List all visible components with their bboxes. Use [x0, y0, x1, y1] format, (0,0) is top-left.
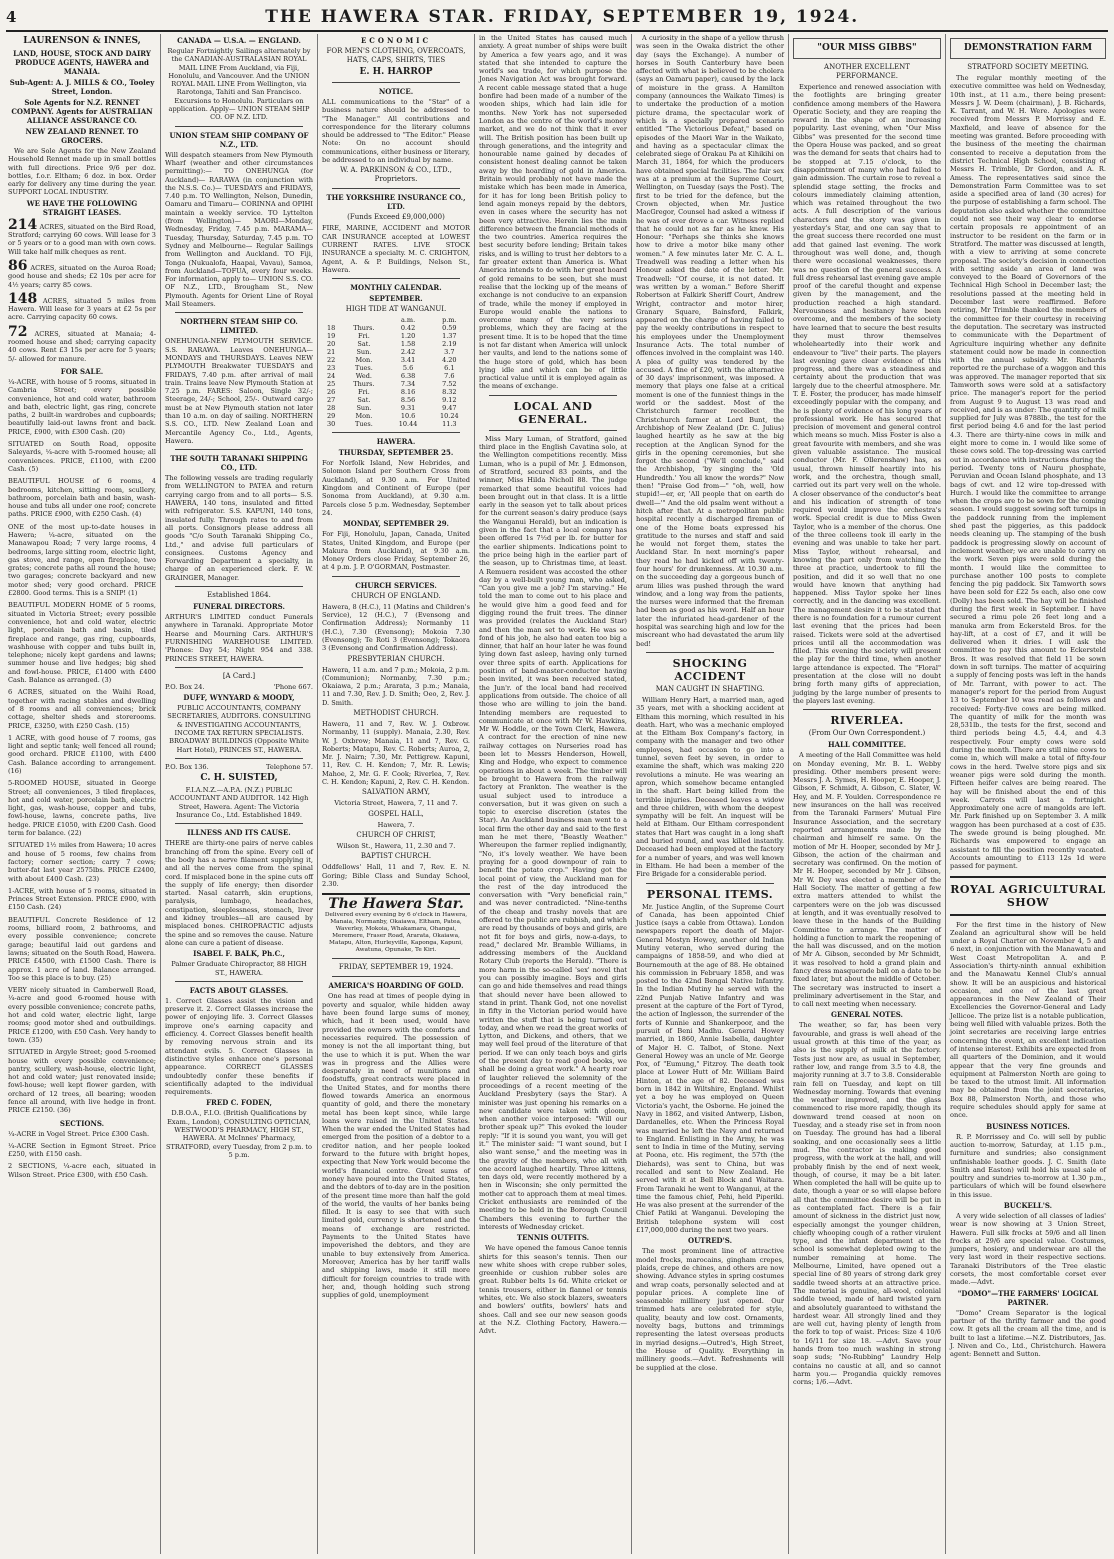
tide-cell: Mon.: [355, 412, 373, 421]
tide-cell: 9.31: [400, 404, 416, 413]
divider: [332, 432, 460, 433]
tide-cell: 20: [327, 340, 336, 349]
tide-col-head: a.m.: [400, 316, 416, 325]
editorial-heading: AMERICA'S HOARDING OF GOLD.: [328, 981, 464, 991]
church-methodist-body: Hawera, 11 and 7, Rev. W. J. Oxbrow. Normanby, 11 (supply). Manaia, 2.30, Rev. W. J. Oxbrow; Manaia, 11 and 7, Rev. G. Roberts; Matapu, Rev. C. Roberts; Auroa, 2, Mr. J. Nairn; 7.30, Mr. Pettigrew. Kapuni, 11, Rev. C. H. Kendon; 7, Mr. R. Lewis; Mahoe, 2, Mr. G. F. Cook; Riverlea, 7, Rev. C. H. Kendon; Kapuni, 2, Rev. C. H. Kendon.: [322, 719, 470, 787]
church-baptist-body: Oddfellows' Hall, 11 and 7, Rev. E. N. Goring; Bible Class and Sunday School, 2.30.: [322, 863, 470, 888]
taranaki-body: The following vessels are trading regularly from WELLINGTON to PATEA and return carrying cargo from and to all ports— S.S. HAWERA, 140 tons, insulated and fitted with refrigerator. S.S. KAPUNI, 140 tons, insulated fully. Through rates to and from all ports. Consignors please address all goods "C/o South Taranaki Shipping Co., Ltd.," and advise full particulars of consignees. Customs Agency and Forwarding Department a specialty, in charge of an experienced clerk. F. W. GRAINGER, Manager.: [165, 474, 313, 582]
tide-cell: 8.32: [442, 388, 457, 397]
tide-cell: 23: [327, 364, 336, 373]
sale-6: 6 ACRES, situated on the Waihi Road, together with racing stables and dwelling of 8 rooms and all conveniences; brick cottage, shelter sheds and storerooms. PRICE, £3250, with £250 Cash. (15): [8, 688, 156, 730]
editorial-body: One has read at times of people dying in poverty and squalor, while hidden away have been found large sums of money, which, had it been used, would have provided the owners with the comforts and necessaries required. The possession of money is not the all important thing, but the use to which it is put. When the war was in progress and the Allies were desperately in need of munitions and foodstuffs, great contracts were placed in the United States, and for months there flowed towards America an enormous quantity of gold, and there the monetary metal has been kept since, while large loans were raised in the United States. When the war ended the United States had emerged from the position of a debtor to a creditor nation, and her people looked forward to the future with bright hopes, expecting that New York would become the world's financial centre. Great sums of money have poured into the United States, and the debtors of to-day are in the position of the present time more than half the gold of the world, the vaults of her banks being filled. It is easy to see that with such limited gold, currency is shortened and the means of exchange are restricted. Payments to the United States have impoverished the debtors, and they are unable to buy extensively from America. Moreover, America has by her tariff walls and shipping laws, made it still more difficult for foreign countries to trade with her, and, though holding such strong supplies of gold, unemployment: [322, 992, 470, 1300]
tide-cell: 7.52: [442, 380, 457, 389]
lease-86-text: ACRES, situated on the Auroa Road; good house and sheds; £2 10s per acre for 4½ years; carry 85 cows.: [8, 263, 156, 289]
tide-cell: 9.12: [442, 396, 457, 405]
tide-cell: Fri.: [358, 388, 370, 397]
tide-col-head: p.m.: [442, 316, 457, 325]
firm-tag: LAND, HOUSE, STOCK AND DAIRY PRODUCE AGENTS, HAWERA and MANAIA.: [13, 49, 151, 76]
tide-cell: Thurs.: [353, 380, 375, 389]
buckell-body: A very wide selection of all classes of ladies' wear is now showing at 3 Union Street, Hawera. Full silk frocks at 59/6 and all linen frocks at 29/6 are special value. Costumes, jumpers, hosiery, and underwear are all the very last word in their respective sections. Taranaki Distributors of the Tree elastic corsets, the most comfortable corset ever made.—Advt.: [950, 1212, 1106, 1287]
sale-11: BEAUTIFUL Concrete Residence of 12 rooms, billiard room, 2 bathrooms, and every possible convenience; concrete garage; beautiful laid out gardens and lawns; situated on the South Road, Hawera. PRICE £4500, with £1500 Cash. There is approx. 1 acre of land. Balance arranged. Too se this place is to buy. (25): [8, 915, 156, 982]
firm-name: LAURENSON & INNES,: [23, 36, 141, 46]
tide-cell: 2.19: [442, 340, 457, 349]
tide-cell: 1.20: [400, 332, 416, 341]
agents-line: Sole Agents for N.Z. RENNET COMPANY. Agents for AUSTRALIAN ALLIANCE ASSURANCE CO.: [11, 98, 153, 125]
tide-row: [322, 404, 470, 412]
taranaki-heading: THE SOUTH TARANAKI SHIPPING CO., LTD.: [170, 454, 308, 473]
divider: [332, 576, 460, 577]
tide-cell: Sun.: [356, 348, 372, 357]
divider: [332, 976, 460, 977]
tide-cell: 30: [327, 420, 336, 429]
tide-cell: 27: [327, 396, 336, 405]
tide-row: [322, 412, 470, 420]
tide-cell: Sat.: [357, 396, 371, 405]
tennis-body: We have opened the famous Canoe tennis shirts for this season's tennis. Then our new white shoes with crepe rubber soles, greenhide or cushion rubber soles are great. Rubber belts 1s 6d. White cricket or tennis trousers, either in flannel or tennis whites, etc. We also stock blazers, sweaters and bowlers' outfits, bowlers' hats and shoes. Call and see our new season goods at the N.Z. Clothing Factory, Hawera.—Advt.: [479, 1244, 627, 1336]
church-gospel-body: Hawera, 7.: [377, 820, 415, 829]
tide-cell: Fri.: [358, 332, 370, 341]
tide-cell: 11.3: [442, 420, 457, 429]
lease-148-number: 148: [8, 290, 38, 307]
tide-cell: 8.16: [400, 388, 416, 397]
divider: [646, 652, 774, 653]
demo-body: The regular monthly meeting of the executive committee was held on Wednesday, 10th inst., at 11 a.m., there being present: Messrs J. W. Deem (chairman), J. B. Richards, K. Tarrant, and W. H. Were. Apologies were received from Messrs P. Morrissy and E. Maxfield, and leave of absence for the meeting was granted. Before proceeding with the business of the meeting the chairman consented to receive a deputation from the district Technical High School, consisting of Messrs H. Trimble, Dr Gordon, and A. R. Amess. The representatives said since the Demonstration Farm Committee was to set aside a specified area of land (30 acres) for the purpose of establishing a farm school. The deputation also asked whether the committee could not see their way clear to endorse certain proposals re appointment of an instructor to be resident on the farm or in Stratford. The matter was discussed at length, with a view to arriving at some concrete proposal. The society's decision in connection with setting aside an area of land was conveyed to the Board of Governors of the Technical High School in December last; the resolutions passed at the meeting held in December last were reaffirmed. Before retiring, Mr Trimble thanked the members of the committee for their courtesy in receiving the deputation. The secretary was instructed to communicate with the Department of Agriculture inquiring whether any definite statement could now be made in connection with the annual subsidy. Mr. Richards reported re the purchase of a waggon and this was approved. The manager reported that six Tamworth sows were sold at a satisfactory price. The manager's report for the period from August 9 to August 13 was read and received, and is as under: The quantity of milk supplied for July was 8788lb., the test for the first period being 4.6 and for the last period 4.3. There are thirty-nine cows in milk and eight more to come in. I would like some of these cows sold. The top-dressing was carried out in accordance with instructions during the period. Twenty tons of Nauru phosphate, Peruvian and Ocean Island phosphate, and 13 bags of cwt. and 12 wire top-dressed with Hurch. I would like the committee to arrange when the crops are to be sown for the coming season. I would suggest sowing soft turnips in the paddock running from the implement shed past the piggeries, as this paddock needs cleaning up. The stamping of the bush paddock is progressing slowly on account of inclement weather; we are unable to carry on the work. Seven pigs were sold during the month. I would like the committee to purchase another 100 posts to complete fencing the pig paddock. Six Tamworth sows have been sold for £22 5s each, also one cow (Dolly) has been sold. The hay will be finished during the first week in September. I have secured a rimu pole 26 feet long and a manuka arm from Eckersteld Bros. for the hay-lift, at a cost of £7, and it will be delivered when it dries. I will ask the committee to pay this amount to Eckersteld Bros. It was resolved that field 11 be sown down in soft turnips. The matter of acquiring a supply of fencing posts was left in the hands of Mr. Tarrant, with power to act. The manager's report for the period from August 13 to September 10 was read as follows and received: Forty-five cows are being milked. The quantity of milk for the month was 28,531lb., the tests for the first, second and third periods being 4.5, 4.4, and 4.3 respectively. Four empty cows were sold during the month. There are still nine cows to come in, which will make a total of fifty-four cows in the herd. Twelve store pigs and six weaner pigs were sold during the month. Fifteen heifer calves are being reared. The hay will be finished about the end of this week. Carrots will last a fortnight. Approximately one acre of mangolds are left. Mr. Park finished up on September 3. A milk waggon has been purchased at a cost of £35. The swede ground is being ploughed. Mr. Richards was empowered to engage an assistant to fill the position recently vacated. Accounts amounting to £113 12s 1d were passed for payment.: [950, 74, 1106, 871]
royal-heading: ROYAL AGRICULTURAL SHOW: [950, 882, 1106, 909]
gibbs-heading: "OUR MISS GIBBS": [817, 43, 917, 53]
foden-body: D.B.O.A., F.I.O. (British Qualifications by Exam., London), CONSULTING OPTICIAN, WESTWOOD'S PHARMACY, HIGH ST., HAWERA. At McInnes' Pharmacy, STRATFORD, every Tuesday, from 2 p.m. to 5 p.m.: [165, 1109, 313, 1159]
divider: [175, 126, 303, 127]
suisted-po: P.O. Box 136.: [165, 762, 209, 771]
tide-cell: 25: [327, 380, 336, 389]
glasses-body: 1. Correct Glasses assist the vision and preserve it. 2. Correct Glasses increase the power of enjoying life. 3. Correct Glasses improve one's earning capacity and efficiency. 4. Correct Glasses benefit health by removing nervous strain and its attendant evils. 5. Correct Glasses in distinctive styles enhance one's personal appearance. CORRECT GLASSES undoubtedly confer these benefits if scientifically adapted to the individual requirements.: [165, 996, 313, 1097]
masthead: [6, 4, 1108, 32]
lease-86-number: 86: [8, 257, 28, 274]
section-3: 2 SECTIONS, ¼-acre each, situated in Wilson Street. Price £300, with £50 Cash.: [8, 1162, 156, 1179]
riverlea-heading: RIVERLEA.: [830, 714, 904, 728]
buckell-heading: BUCKELL'S.: [1003, 1201, 1053, 1210]
personal-heading: PERSONAL ITEMS.: [646, 887, 774, 901]
tide-cell: 3.41: [400, 356, 416, 365]
suisted-body: F.I.A.N.Z.—A.P.A. (N.Z.) PUBLIC ACCOUNTANT AND AUDITOR. 142 High Street, Hawera. Agent: The Victoria Insurance Co., Ltd. Established 1849.: [169, 786, 309, 820]
mail-date-1: THURSDAY, SEPTEMBER 25.: [338, 448, 454, 458]
tide-cell: 8.56: [400, 396, 416, 405]
divider: [175, 667, 303, 668]
divider: [175, 312, 303, 313]
lease-72-number: 72: [8, 323, 28, 340]
for-sale-heading: FOR SALE.: [60, 366, 104, 376]
local-general-heading: LOCAL AND GENERAL.: [513, 399, 593, 426]
tide-row: [322, 324, 470, 332]
tide-cell: 7.34: [400, 380, 416, 389]
demo-heading: DEMONSTRATION FARM: [963, 43, 1093, 53]
church-salvation-body: Victoria Street, Hawera, 7, 11 and 7.: [334, 799, 458, 808]
lease-214: [8, 216, 156, 256]
column-7: [946, 34, 1110, 1554]
leases-heading: WE HAVE THE FOLLOWING STRAIGHT LEASES.: [26, 198, 138, 217]
suisted-phone: Telephone 57.: [266, 762, 313, 771]
tide-col-head: [340, 316, 387, 324]
column-4: [475, 34, 632, 1554]
economic-sub: FOR MEN'S CLOTHING, OVERCOATS, HATS, CAPS, SHIRTS, TIES: [326, 47, 466, 64]
editorial-continued: in the United States has caused much anxiety. A great number of ships were built by America a few years ago, and it was stated that she intended to capture the world's sea trade, for which purpose the Jones Navigation Act was brought forward. A recent cable message stated that a huge bonfire had been made of a number of the wooden ships, which had lain idle for months. New York has not superseded London as the centre of the world's money market, and we do not think that it ever will. The British position has been built up through generations, and the integrity and honourable name gained by decades of consistent honest dealing cannot be taken away by the hoarding of gold in America. Britain would probably not have made the mistake which has been made in America, for it has for long been British policy to lend again moneys repaid by the debtors, even in cases where the security has not been very attractive. Herein lies the main difference between the financial methods of the two countries. America requires the best security before lending; Britain takes risks, and is willing to trust her debtors to a far greater extent than America is. What America intends to do with her great hoard of gold remains to be seen, but she must realise that the locking up of the means of exchange is not conducive to an expansion of trade, while the money if employed in Europe would enable the nations to overcome many of the very serious problems, which they are facing at the present time. It is to be hoped that the time is not far distant when America will unlock her vaults, and lend to the nations some of the huge store of gold, which has been lying idle and which can be of little practical value until it is employed again as the means of exchange.: [479, 34, 627, 391]
card-line: [A Card.]: [222, 671, 256, 680]
domo-heading: "DOMO"—THE FARMERS' LOGICAL PARTNER.: [957, 1288, 1099, 1307]
accident-heading: SHOCKING ACCIDENT: [672, 656, 748, 683]
tide-cell: 1.37: [442, 332, 457, 341]
column-6: [789, 34, 946, 1554]
columns: [4, 34, 1110, 1554]
divider: [175, 449, 303, 450]
mail-date-2: MONDAY, SEPTEMBER 29.: [343, 519, 449, 529]
tide-row: [322, 396, 470, 404]
calendar-heading: MONTHLY CALENDAR.: [350, 283, 442, 293]
demo-header-box: [950, 38, 1106, 59]
column-5: [632, 34, 789, 1554]
tide-cell: 18: [327, 324, 336, 333]
tide-table: [322, 316, 470, 428]
mail-body-1: For Norfolk Island, New Hebrides, and Solomon Island per Southern Cross from Auckland), at 9.30 a.m. For United Kingdom and Continent of Europe (per Sonoma from Auckland), at 9.30 a.m. Parcels close 5 p.m. Wednesday, September 24.: [322, 459, 470, 517]
general-items: A curiosity in the shape of a yellow thrush was seen in the Owaka district the other day (says the Exchange). A number of horses in South Canterbury have been affected with what is believed to be cholera (says an Oamaru paper), caused by the lack of moisture in the grass. A Hamilton company (announces the Waikato Times) is to undertake the production of a motion picture drama, the spectacular work of which is a specially prepared scenario entitled "The Victorious Defeat," based on episodes of the Maori War in the Waikato, and having as a spectacular climax the celebrated siege of Orakau Pa at Kihikihi on March 31, 1864, for which the producers have obtained special facilities. The fair sex was at a premium at the Supreme Court, Wellington, on Tuesday (says the Post). The first to be tried for the defence, but the Crown objected, when Mr. Justice MacGregor, Counsel had asked a witness if he was of ever drove a car. Witness replied that he could not as far as he knew. His Honour: "Perhaps she thinks she knows how to drive a motor bike many other women." A few minutes later Mr. C. A. L. Treadwell was reading a letter when his Honour asked the date of the letter. Mr. Treadwell: "Of course, it is not dated. It was written by a woman." Before Sheriff Robertson at Falkirk Sheriff Court, Andrew Wright, contractor and motor hirer, Granary Square, Bainsford, Falkirk, appeared on the charge of having failed to pay the weekly contributions in respect to his employees under the Unemployment Insurance Acts. The total number of offences involved in the complaint was 140. A plea of guilty was tendered by the accused. A fine of £20, with the alternative of 30 days' imprisonment, was imposed. A memory that plays one false at a critical moment is one of the funniest things in the world or the saddest. Most of the Christchurch farmer recollect the Christchurch farmer at Lord Bunt, the Archbishop of New Zealand (Dr. C. Julius) laughed heartily as he saw at the big reception at the Anglican Synod for the girls in the opening ceremonies, but she forgot the second ("We'll conclude," said the Archbishop, 'by singing the 'Old Hundredth.' You all know the words?" Now then! "Praise God from—" "oh, well, how stupid!—er, er, 'All people that on earth do dwell—'" And the old psalm went without a hitch after that. At a metropolitan public hospital recently a discharged fireman of one of the Home boats expressed his gratitude to the nurses and staff and said he would not forget them, states the Auckland Star. In next morning's paper they read he had kicked off with twenty-four hours' for drunkenness. At 10.30 a.m. on the succeeding day a gorgeous bunch of arum lilies was pushed through the ward window, and a long way from the patients, the nurses were informed that the fireman had been as good as his word. Half an hour later the infuriated head-gardener of the hospital was searching high and low for the miscreant who had devastated the arum lily bed!: [636, 34, 784, 648]
northern-body: ONEHUNGA-NEW PLYMOUTH SERVICE. S.S. RARAWA. Leaves ONEHUNGA— MONDAYS and THURSDAYS. Leaves NEW PLYMOUTH Breakwater TUESDAYS and FRIDAYS, 7.40 p.m. after arrival of mail train. Trains leave New Plymouth Station at 7.25 p.m. FARES: Saloon, Single 32/-; Steerage, 24/-; School, 25/-. Outward cargo must be at New Plymouth station not later than 10 a.m. on day of sailing. NORTHERN S.S. CO., LTD. New Zealand Loan and Mercantile Agency Co., Ltd., Agents, Hawera.: [165, 337, 313, 445]
rennet-body: We are Sole Agents for the New Zealand Household Rennet made up in small bottles with full directions. Price 9/6 per doz. bottles, f.o.r. Eltham; 6 doz. in box. Order early for delivery any time during the year. SUPPORT LOCAL INDUSTRY.: [8, 147, 156, 197]
divider: [950, 876, 1106, 878]
divider: [175, 981, 303, 982]
tide-cell: 10.44: [398, 420, 418, 429]
gibbs-header-box: [793, 38, 941, 59]
divider: [175, 758, 303, 759]
accident-body: William Henry Hart, a married man, aged 35 years, met with a shocking accident at Eltham this morning, which resulted in his death. Hart, who was a mechanic employed at the Eltham Box Company's factory, in company with the manager and two other employees, had occasion to go into a tunnel, seven feet by seven, in order to examine the shaft, which was making 220 revolutions a minute. He was wearing an apron, which somehow became entangled in the shaft. Hart being killed from the terrible injuries. Deceased leaves a widow and three children, with whom the deepest sympathy will be felt. An inquest will be held at Eltham. Our Eltham correspondent states that Hart was caught in a long shaft and buried round, and was killed instantly. Deceased had been employed at the factory for a number of years, and was well known in Eltham. He had been a member of the Fire Brigade for a considerable period.: [636, 695, 784, 879]
tide-row: [322, 348, 470, 356]
illness-heading: ILLNESS AND ITS CAUSE.: [187, 828, 291, 838]
canada-heading: CANADA — U.S.A. — ENGLAND.: [177, 36, 301, 45]
tide-cell: 26: [327, 388, 336, 397]
date-line: FRIDAY, SEPTEMBER 19, 1924.: [338, 963, 454, 972]
tide-cell: 3.7: [444, 348, 455, 357]
tide-cell: 21: [327, 348, 336, 357]
mail-body-2: For Fiji, Honolulu, Japan, Canada, United States, United Kingdom, and Europe (per Makura from Auckland), at 9.30 a.m. Money Orders close Friday, September 26, at 4 p.m. J. P. O'GORMAN, Postmaster.: [322, 530, 470, 572]
funeral-heading: FUNERAL DIRECTORS.: [193, 602, 285, 612]
divider: [489, 430, 617, 431]
tide-row: [322, 332, 470, 340]
lease-148-text: ACRES, situated 5 miles from Hawera. Will lease for 3 years at £2 5s per acre. Carrying capacity 60 cows.: [8, 296, 156, 322]
tide-cell: 4.20: [442, 356, 457, 365]
divider: [646, 883, 774, 884]
yorkshire-heading: THE YORKSHIRE INSURANCE CO., LTD.: [326, 193, 466, 212]
foden-heading: FRED C. FODEN,: [206, 1098, 272, 1108]
rennet-heading: NEW ZEALAND RENNET. TO GROCERS.: [25, 127, 139, 145]
church-england-body: Hawera, 8 (H.C.), 11 (Matins and Children's Service), 12 (H.C.), 7 (Evensong and Confirmation Address); Normanby 11 (H.C.), 7.30 (Evensong); Mokoia 7.30 (Evensong); Te Roti 3 (Evensong); Tokaora 3 (Evensong and Confirmation Address).: [322, 602, 470, 653]
balk-heading: ISABEL F. BALK, Ph.C.,: [193, 949, 285, 959]
tide-cell: 1.58: [400, 340, 416, 349]
divider: [332, 278, 460, 279]
church-heading: CHURCH SERVICES.: [355, 580, 437, 590]
tide-cell: 6.1: [444, 364, 455, 373]
established-line: Established 1864.: [207, 591, 271, 600]
tide-cell: 5.6: [402, 364, 414, 373]
union-heading: UNION STEAM SHIP COMPANY OF N.Z., LTD.: [169, 130, 309, 149]
gibbs-body: Experience and renewed association with the footlights are bringing greater confidence among members of the Hawera Operatic Society, and they are reaping the reward in the shape of an increasing popularity. Last evening, when "Our Miss Gibbs" was presented for the second time the Opera House was packed, and so great was the demand for seats that chairs had to be stopped at 7.15 o'clock, to the disappointment of many who had failed to gain admission. The curtain rose to reveal a splendid stage setting, the frocks and colours immediately claiming attention, which was retained throughout the two acts. A full description of the various characters and the story was given in yesterday's Star, and one can say that to the great success there recorded one must add that gained last evening. The work throughout was well done, and, though there were occasional weaknesses, there was no question of the general success. A full dress rehearsal last evening gave ample proof of the careful thought and expense given by the management, and the production reached a high standard. Nervousness and hesitancy have been overcome, and the members of the society have learned that to secure the best results they must throw themselves wholeheartedly into their work and endeavour to "live" their parts. The players last evening gave clear evidence of this progress, and there was a steadiness and certainty about the production that was largely due to the cheerful atmosphere. Mr. T. E. Foster, the producer, has made himself exceedingly popular with the company, and he is plenty of evidence of his long years of professional work. He has secured that precision of movement and general control which means so much. Miss Foster is also a great favourite with members, and she was given valuable assistance. The musical conductor (Mr. F. Ollerenshaw) has, as usual, thrown himself heartily into his work, and the orchestra, though small, carried out its part very well on the whole. A closer observance of the conductor's beat and his indication of strength of tone required would improve the orchestra's work. Special credit is due to Miss Gwen Taylor, who is a member of the chorus. One of the three colleens took ill early in the evening and was unable to take her part. Miss Taylor, without rehearsal, and knowing the part only from watching the three at practice, undertook to fill the position, and did it so well that no one would have known that anything had happened. Miss Taylor spoke her lines correctly, and in the dancing was excellent. The management desire it to be stated that there is no foundation for a rumour current last evening that the prices had been raised. Tickets were sold at the advertised prices until all the accommodation was filled. This evening the society will present the play for the third time, when another large attendance is expected. The "Floral" presentation at the close will no doubt bring forth many gifts of appreciation, judging by the large number of presents to the players last evening.: [793, 83, 941, 705]
tide-cell: 0.42: [400, 324, 416, 333]
divider: [332, 958, 460, 959]
tide-cell: Tues.: [355, 420, 373, 429]
royal-body: For the first time in the history of New Zealand an agricultural show will be held under a Royal Charter on November 4, 5 and 6 next, in conjunction with the Manawatu and West Coast Metropolitan A. and P. Association's thirty-ninth annual exhibition and the Manawatu Kennel Club's annual show. It will be an auspicious and historical occasion, and one of the last great appearances in the New Zealand of Their Excellencies the Governor-General and Lady Jellicoe. The prize list is a notable publication, being well filled with valuable prizes. Both the joint secretaries are receiving large entries concerning the event, an excellent indication of intense interest. Exhibits are expected from all quarters of the Dominion, and it would appear that the very fine grounds and equipment at Palmerston North are going to be taxed to the utmost limit. All information may be obtained from the joint secretaries, Box 88, Palmerston North, and those who require schedules should apply for same at once.: [950, 920, 1106, 1120]
tide-row: [322, 420, 470, 428]
church-presbyterian: PRESBYTERIAN CHURCH.: [347, 654, 445, 663]
yorkshire-funds: (Funds Exceed £9,000,000): [347, 213, 445, 222]
tide-row: [322, 356, 470, 364]
tide-col-head: [322, 316, 340, 324]
divider: [322, 893, 470, 895]
duff-heading: DUFF, WYNYARD & MOODY,: [183, 693, 295, 703]
sale-7: 1 ACRE, with good house of 7 rooms, gas light and septic tank; well fenced all round; good orchard. PRICE £1100, with £400 Cash. Balance according to arrangement. (16): [8, 733, 156, 775]
tide-cell: 2.42: [400, 348, 416, 357]
notes-heading: GENERAL NOTES.: [831, 1010, 903, 1020]
tide-cell: 29: [327, 412, 336, 421]
notice-body: ALL communications to the "Star" of a business nature should be addressed to "The Manager." All contributions and correspondence for the literary columns should be addressed to "The Editor." Please Note: On no account should communications, either business or literary, be addressed to an individual by name.: [322, 98, 470, 165]
tide-row: [322, 372, 470, 380]
tide-cell: 24: [327, 372, 336, 381]
gibbs-subheading: ANOTHER EXCELLENT PERFORMANCE.: [824, 63, 910, 80]
canada-body: Regular Fortnightly Sailings alternately by the CANADIAN-AUSTRALASIAN ROYAL MAIL LINE From Auckland, via Fiji, Honolulu, and Vancouver. And the UNION ROYAL MAIL LINE From Wellington, via Rarotonga, Tahiti and San Francisco. Excursions to Honolulu. Particulars on application. Apply— UNION STEAM SHIP CO. OF N.Z. LTD.: [167, 47, 311, 122]
notes-body: The weather, so far, has been very favourable, and grass is well ahead of the usual growth at this time of the year, as also is the supply of milk at the factory. Tests just now are, as usual in September, rather low, and range from 3.5 to 4.8, the majority running at 3.7 to 3.8. Considerable rain fell on Tuesday, and kept on till Wednesday morning. Towards that evening the weather improved, and the glass commenced to rise more rapidly, though its downward trend ceased at noon on Tuesday, and a steady rise set in from noon on Tuesday. The ground has had a liberal soaking, and one occasionally sees a little mud. The contractor is making good progress, with the work at the hall, and will probably finish by the end of next week, though, of course, it may be a bit later. When completed the hall will be quite up to date, though a year or so will elapse before all that the committee desire will be put in as contemplated fact. There is a fair amount of sickness in the district just now, especially amongst the younger children, chiefly whooping cough of a rather virulent type, and the infant department at the school is somewhat depleted owing to the number remaining at home. The Melbourne, Limited, have opened out a special line of 80 years of strong dark grey saddle tweed shorts at an attractive price. The material is genuine, all-wool, colonial saddle tweed, made of hard twisted yarn and absolutely guaranteed to withstand the hardest wear. All strongly lined and they are well cut, having plenty of length from the fork to top of waist. Prices: Size 4 10/6 to 16/11 for size 18. —Advt. Save your hands from too much washing in strong soap suds; "No-Rubbing" Laundry Help contains no caustic at all, and so cannot harm you.— Progandia quickly removes corns; 1/6.—Advt.: [793, 1021, 941, 1387]
tide-cell: Thurs.: [353, 324, 375, 333]
riverlea-subheading: (From Our Own Correspondent.): [808, 729, 926, 738]
divider: [175, 586, 303, 587]
sub-agent: Sub-Agent: A. J. MILLS & CO., Tooley Street, London.: [9, 78, 155, 96]
duff-phone: 'Phone 667.: [273, 682, 313, 691]
sale-4: ONE of the most up-to-date houses in Hawera; ¼-acre, situated on the Manawapou Road; 7 very large rooms, 4 bedrooms, large sitting room, electric light, gas stove, and range, open fireplace, two grates; concrete paths all round the house; two garages; concrete backyard and new motor shed; very good orchard. PRICE £2800. Good terms. This is a SNIP! (1): [8, 522, 156, 598]
hawera-mail-heading: HAWERA.: [376, 437, 416, 447]
divider: [803, 709, 931, 710]
parkinson-line: W. A. PARKINSON & CO., LTD., Proprietors.: [340, 166, 452, 184]
star-delivery: Delivered every evening by 6 o'clock in Hawera, Manaia, Normanby, Okaiawa, Eltham, Patea, Waverley, Mokoia, Whakamara, Ohangai, Meremere, Fraser Road, Ararata, Okaiawa, Matapu, Alton, Hurleyville, Kaponga, Kapuni, Awatuna, Opunake, Te Kiri.: [324, 912, 468, 954]
tide-cell: 28: [327, 404, 336, 413]
northern-heading: NORTHERN STEAM SHIP CO. LIMITED.: [180, 317, 298, 336]
tide-cell: Sun.: [356, 404, 372, 413]
lease-148: [8, 290, 156, 322]
church-baptist: BAPTIST CHURCH.: [360, 852, 432, 861]
tide-cell: 7.6: [444, 372, 455, 381]
union-body: Will despatch steamers from New Plymouth Wharf (weather and other circumstances permitting):— TO ONEHUNGA (for Auckland)— RARAWA (in conjunction with the N.S.S. Co.)— TUESDAYS and FRIDAYS, 7.40 p.m. TO Wellington, Nelson, Dunedin, Oamaru and Timaru— CORINNA and OPIHI maintain a weekly service. TO Lyttelton (from Wellington)— MAORI—Monday, Wednesday, Friday, 7.45 p.m. MARAMA—Tuesday, Thursday, Saturday, 7.45 p.m. TO Sydney and Melbourne— Regular Sailings from Wellington and Auckland. TO Fiji, Tonga (Nukualofa, Haapai, Vavau), Samoa, from Auckland—TOFUA, every four weeks. For information, apply to— UNION S.S. CO. OF N.Z., LTD., Brougham St., New Plymouth. Agents for Orient Line of Royal Mail Steamers.: [165, 150, 314, 309]
hall-body: A meeting of the Hall Committee was held on Monday evening, Mr. B. L. Webby presiding. Other members present were: Messrs J. A. Symes, H. Hooper, E. Hooper, J. Gibson, F. Schmidt, A. Gibson, C. Slater, W. Hey, and M. F. Youlden. Correspondence re new insurances on the hall was received from the Taranaki Farmers' Mutual Fire Insurance Association, and the secretary reported arrangements made by the chairman and himself re same. On the motion of Mr H. Hooper, seconded by Mr J. Gibson, the action of the chairman and secretary was confirmed. On the motion of Mr H. Hooper, seconded by Mr J. Gibson, Mr W. Dey was elected a member of the Hall Society. The matter of getting a few extra matters attended to whilst the carpenters were on the job was discussed at length, and it was eventually resolved to leave these in the hands of the Building Committee to arrange. The matter of holding a function to mark the reopening of the hall was discussed, and on the motion of Mr A. Gibson, seconded by Mr Schmidt, it was resolved to hold a grand plain and fancy dress masquerade ball on a date to be fixed later, but about the middle of October. The secretary was instructed to insert a preliminary advertisement in the Star, and to call next meeting when necessary.: [793, 751, 941, 1009]
church-christ-body: Wilson St., Hawera, 11, 2.30 and 7.: [336, 841, 456, 850]
tide-cell: 10.6: [400, 412, 416, 421]
hall-heading: HALL COMMITTEE.: [827, 740, 907, 750]
accident-subheading: MAN CAUGHT IN SHAFTING.: [655, 684, 765, 693]
notice-heading: NOTICE.: [378, 87, 414, 96]
tide-cell: Wed.: [355, 372, 372, 381]
sale-1: ¼-ACRE, with house of 5 rooms, situated in Cambria Street; every possible convenience, hot and cold water, bathroom and bath, electric light, gas ring, concrete paths, 2 built-in wardrobes and cupboards; beautifully laid-out lawns front and back. PRICE, £900, with £300 Cash. (20): [8, 377, 156, 436]
tide-row: [322, 380, 470, 388]
divider: [175, 823, 303, 824]
masthead-title: THE HAWERA STAR. FRIDAY, SEPTEMBER 19, 1924.: [265, 7, 860, 27]
church-presbyterian-body: Hawera, 11 a.m. and 7 p.m.; Mokoia, 2 p.m. (Communion); Normanby, 7.30 p.m.; Okaiawa, 2 p.m.; Ararata, 3 p.m.; Manaia, 11 and 7.30, Rev. J. D. Smith; Oeo, 2, Rev. J. D. Smith.: [322, 665, 470, 707]
sections-heading: SECTIONS.: [59, 1118, 105, 1128]
page-number: 4: [6, 8, 17, 26]
business-heading: BUSINESS NOTICES.: [986, 1121, 1070, 1131]
lease-72-text: ACRES, situated at Manaia; 4-roomed house and shed; carrying capacity 40 cows. Rent £3 15s per acre for 5 years; 5/- allowed for manure.: [8, 329, 156, 363]
duff-contact: [165, 683, 313, 691]
section-1: ¼-ACRE in Vogel Street. Price £300 Cash.: [8, 1129, 150, 1138]
balk-body: Palmer Graduate Chiropractor, 88 HIGH ST., HAWERA.: [171, 960, 307, 977]
lease-214-text: ACRES, situated on the Bird Road, Stratford; carrying 60 cows. Will lease for 3 or 5 years or to a good man with own cows. Will take half milk cheques as rent.: [8, 222, 156, 256]
harrop-name: E. H. HARROP: [359, 67, 433, 77]
economic-heading: ECONOMIC: [360, 36, 432, 45]
suisted-heading: C. H. SUISTED,: [200, 773, 278, 784]
star-logo: The Hawera Star.: [328, 896, 464, 913]
tide-row: [322, 388, 470, 396]
tide-cell: Mon.: [355, 356, 373, 365]
tide-rows: [322, 324, 470, 428]
outred-heading: OUTRED'S.: [687, 1236, 733, 1246]
column-3: [318, 34, 475, 1554]
sale-9: SITUATED 1½ miles from Hawera; 10 acres and house of 5 rooms, few chains from factory; corner section; carry 7 cows; butter-fat last year 2575lbs. PRICE £2400, with about £400 Cash. (23): [8, 841, 156, 883]
lease-214-number: 214: [8, 216, 38, 233]
sale-10: 1-ACRE, with house of 5 rooms, situated in Princes Street Extension. PRICE £900, with £150 Cash. (24): [8, 886, 156, 912]
section-2: ¼-ACRE Section in Egmont Street. Price £250, with £150 cash.: [8, 1141, 156, 1159]
tide-cell: 10.24: [440, 412, 459, 421]
calendar-month: SEPTEMBER.: [369, 294, 423, 304]
local-general-body: Miss Mary Luman, of Stratford, gained third place in the English Cavatina solo, at the Wellington competitions recently. Miss Luman, who is a pupil of Mr. J. Edmonson, of Stratford, secured 83 points, and the winner, Miss Hilda Nicholl 88. The judge remarked that some beautiful voices had been brought out in that class. It is a little early in the season yet to talk about prices for the current season's dairy produce (says the Wanganui Herald), but an indication is given in the fact that a local company has been offered 1s 7½d per lb. for butter for the earlier shipments. Indications point to the price being high in the earlier part of the season, up to Christmas time, at least. A Remuera resident was accosted the other day by a well-built young man, who asked, "Can you give me a job? I'm starving." He told the man to come out to his place and he would give him a good feed and for digging round the fruit trees. The dinner was provided (relates the Auckland Star) and then the man set to work. He was so fond of his job, he also had eaten too big a dinner, that half an hour later he was found lying down fast asleep, having only turned over three spits of earth. Applications for position of band-master-conductor having been invited, it was been received stated, the Jun'r. of the local band had received applications from outside. The choice of all those who are willing to join the band. Intending members are requested to communicate at once with Mr W. Hawkins, Mr W. Hoddle, or the Town Clerk, Hawera. A contract for the erection of nine new railway cottages on Nurseries road has been let to Messrs Henderson, Howell, King and Hodge, who expect to commence operations in about a week. The timber will be brought to Hawera from the railway factory at Frankton. The weather is the usual subject used to introduce a conversation, but it was given on such a topic to exercise discretion (states the Star). An Auckland business man went to a local firm the other day and said to the first man he met there, "Beastly Weather." Whereupon the farmer replied indignantly, "No, it's lovely weather. We have been praying for a good downpour of rain to benefit the potato crop." Having got the local point of view, the Auckland man for the rest of the day introduced the conversation with "Very beneficial rain," and was never contradicted. "Nine-tenths of the cheap and trashy novels that are offered to the public are rubbish, and which are read by thousands of boys and girls, are not fit for boys and girls, now-a-days, to read," declared Mr. Bramble Williams, in addressing members of the Auckland Rotary Club (reports the Herald). "There is more harm in the so-called 'sex' novel that you can possibly imagine. Boys and girls can go and hide themselves and read things that should never have been allowed to stand in print. Thank God, not one novelist in fifty in the Victorian period would have written the stuff that is being turned out today, and when we read the great works of Lytton, and Dickens, and others, that we may well feel proud of the literature of that period. If we can only teach boys and girls of the present day to read good books, we shall be doing a great work." A hearty roar of laughter relieved the solemnity of the proceedings of a recent meeting of the Auckland Presbytery (says the Star). A minister was just opening his remarks on a new candidate were taken with gloom, when another voice interposed: "Will our brother speak up?" This evoked the louder reply: "If it is sound you want, you will get it." The minister said: "I want sound, but I also want sense," and the meeting was in the gravity of the members, who all with one accord laughed heartily. Three kittens, ten days old, were recently mothered by a hen in Wisconsin; she only permitted the mother cat to approach them at meal times. Cricket enthusiasts are reminded of the meeting to be held in the Borough Council Chambers this evening to further the interests of Wednesday cricket.: [479, 434, 627, 1231]
column-2: [161, 34, 318, 1554]
church-england: CHURCH OF ENGLAND.: [351, 591, 441, 600]
church-gospel: GOSPEL HALL,: [368, 809, 424, 818]
tide-cell: 9.47: [442, 404, 457, 413]
tide-cell: 19: [327, 332, 336, 341]
tide-heading: HIGH TIDE AT WANGANUI.: [345, 305, 447, 314]
tide-header-row: [322, 316, 470, 324]
lease-72: [8, 323, 156, 363]
domo-body: "Domo" Cream Separator is the logical partner of the thrifty farmer and the good cow. It gets all the cream all the time, and is built to last a lifetime.—N.Z. Distributors, Jas. J. Niven and Co., Ltd., Christchurch. Hawera agent: Bennett and Sutton.: [950, 1308, 1106, 1359]
church-christ: CHURCH OF CHRIST,: [356, 830, 436, 839]
personal-body: Mr. Justice Anglin, of the Supreme Court of Canada, has been appointed Chief Justice (says a cable from Ottawa). London newspapers report the death of Major-General Mostyn Howey, another old Indian Mutiny veteran, who served during the campaigns of 1858-59, and who died at Bournemouth at the age of 88. He obtained his commission in February 1858, and was posted to the 42nd Bengal Native Infantry. In the Indian Mutiny he served with the 22nd Punjab Native Infantry and was present at the capture of the Fort of Tyrod, the action of Inglesson, the surrender of the forts of Kunnie and Shankerpoor, and the pursuit of Beni Madhu. General Howey married, in 1860, Annie Isabella, daughter of Major H. C. Talbot, of Stone. Next General Howey was an uncle of Mr. George Pox, of "Eumung," Fitzroy. The death took place at Lower Hutt of Mr. William Baird Hinton, at the age of 82. Deceased was born in 1842 in Wiltshire, England. Whilst yet a boy he was employed on Queen Victoria's yacht, the Osborne. He joined the Navy in 1862, and visited Antwerp, Lisbon, Dardanelles, etc. When the Princess Royal was married he left the Navy and returned to England. Enlisting in the Army, he was sent to India in time of the Mutiny, serving at Poona, etc. His regiment, the 57th (the Diehards), was sent to China, but was recalled and sent to New Zealand. He served with it at Bell Block and Waitara. From Taranaki he went to Wanganui, at the time the famous chief, Pehi, held Piperiki. He was also present at the surrender of the Chief Patiki at Wanganui. Developing the British telephone system will cost £17,000,000 during the next two years.: [636, 902, 785, 1235]
sale-3: BEAUTIFUL HOUSE of 6 rooms, 4 bedrooms, kitchen, sitting room, scullery, bathroom, porcelain bath and basin, wash-house and tubs all under one roof; concrete paths. PRICE £900, with £250 Cash. (4): [8, 477, 156, 519]
tennis-heading: TENNIS OUTFITS.: [516, 1233, 590, 1243]
business-body: R. P. Morrissey and Co. will sell by public auction to-morrow, Saturday, at 1.15 p.m., furniture and sundries; also consignment unfinishable leather goods. J. C. Smith (late Smith and Easton) will hold his usual sale of poultry and sundries to-morrow at 1.30 p.m., particulars of which will be found elsewhere in this issue.: [950, 1132, 1106, 1199]
duff-po: P.O. Box 24.: [165, 682, 205, 691]
tide-cell: 6.38: [400, 372, 416, 381]
glasses-heading: FACTS ABOUT GLASSES.: [189, 985, 289, 995]
sale-8: 5-ROOMED HOUSE, situated in George Street; all conveniences, 3 tiled fireplaces, hot and cold water, porcelain bath, electric light, gas, wash-house, copper and tubs, fowl-house, lawns, concrete paths, live hedge. PRICE £1050, with £200 Cash. Good term for balance. (22): [8, 779, 156, 838]
outred-body: The most prominent line of attractive model frocks, marocains, gingham crepes, plaids, crepe de chines, and others are now showing. Advance styles in spring costumes and wrap coats, personally selected and at popular prices. A complete line of seasonable millinery just opened. Our trimmed hats are celebrated for style, quality, beauty and low cost. Ornaments, novelty bags, buttons and trimmings representing the latest overseas products in myriad designs.—Outred's, High Street, the House of Quality. Everything in millinery goods.—Advt. Refreshments will be supplied at the close.: [636, 1247, 784, 1372]
tide-cell: Tues.: [355, 364, 373, 373]
church-methodist: METHODIST CHURCH.: [353, 708, 439, 717]
suisted-contact: [165, 763, 313, 771]
yorkshire-body: FIRE, MARINE, ACCIDENT and MOTOR CAR INSURANCE accepted at LOWEST CURRENT RATES. LIVE STOCK INSURANCE a specialty. M. C. CRIGHTON, Agent, A. & P. Buildings, Nelson St., Hawera.: [322, 224, 470, 274]
duff-body: PUBLIC ACCOUNTANTS, COMPANY SECRETARIES, AUDITORS. CONSULTING & INVESTIGATING ACCOUNTANTS, INCOME TAX RETURN SPECIALISTS. BROADWAY BUILDINGS (Opposite White Hart Hotel), PRINCES ST., HAWERA.: [167, 704, 311, 754]
demo-subheading: STRATFORD SOCIETY MEETING.: [967, 63, 1089, 71]
funeral-body: ARTHUR'S LIMITED conduct Funerals anywhere in Taranaki. Appropriate Motor Hearse and Mourning Cars. ARTHUR'S FURNISHING WAREHOUSE LIMITED. 'Phones: Day 54; Night 954 and 338. PRINCES STREET, HAWERA.: [165, 613, 313, 663]
sale-13: SITUATED in Argyle Street; good 5-roomed house with every possible convenience; pantry, scullery, wash-house, electric light, hot and cold water; just renovated inside; fowl-house; well kept flower garden, with orchard of 12 trees, all bearing; wooden fence all around, with live hedge in front. PRICE £2150. (36): [8, 1048, 156, 1115]
divider: [332, 82, 460, 83]
divider: [950, 914, 1106, 916]
church-salvation: SALVATION ARMY,: [362, 788, 430, 797]
sale-12: VERY nicely situated in Camberwell Road, ¼-acre and good 6-roomed house with every possible convenience; concrete paths, hot and cold water, electric light, large rooms; good motor shed and outbuildings. PRICE £1200, with £50 Cash. Very handy to town. (35): [8, 986, 156, 1044]
divider: [332, 188, 460, 189]
divider: [489, 395, 617, 396]
tide-row: [322, 340, 470, 348]
tide-cell: Sat.: [357, 340, 371, 349]
lease-86: [8, 257, 156, 289]
illness-body: THERE are thirty-one pairs of nerve cables branching off from the spine. Every cell of the body has a nerve filament supplying it, and all the nerves come from the spinal cord. If misplaced bone in the spine cuts off the supply of life energy; then disorder started. Nasal catarrh, skin eruptions, paralysis, lumbago, headaches, constipation, sleeplessness, stomach, liver and kidney troubles—all are caused by misplaced bones. CHIROPRACTIC adjusts the spine and so removes the cause. Nature alone can cure a patient of disease.: [165, 839, 313, 947]
sale-2: SITUATED on South Road, opposite Saleyards, ¼-acre with 5-roomed house; all conveniences. PRICE, £1100, with £200 Cash. (5): [8, 440, 156, 473]
tide-cell: 0.59: [442, 324, 457, 333]
sale-5: BEAUTIFUL MODERN HOME of 5 rooms, situated in Victoria Street; every possible convenience, hot and cold water, electric light, porcelain bath and basin, tiled fireplace and range, gas ring, cupboards, washhouse with copper and tubs built in, telephone; nicely kept gardens and lawns; summer house and live hedges; big shed and fowl-house. PRICE, £1400 with £400 Cash. Balance as arranged. (3): [8, 601, 156, 685]
tide-row: [322, 364, 470, 372]
tide-cell: 22: [327, 356, 336, 365]
column-1: [4, 34, 161, 1554]
